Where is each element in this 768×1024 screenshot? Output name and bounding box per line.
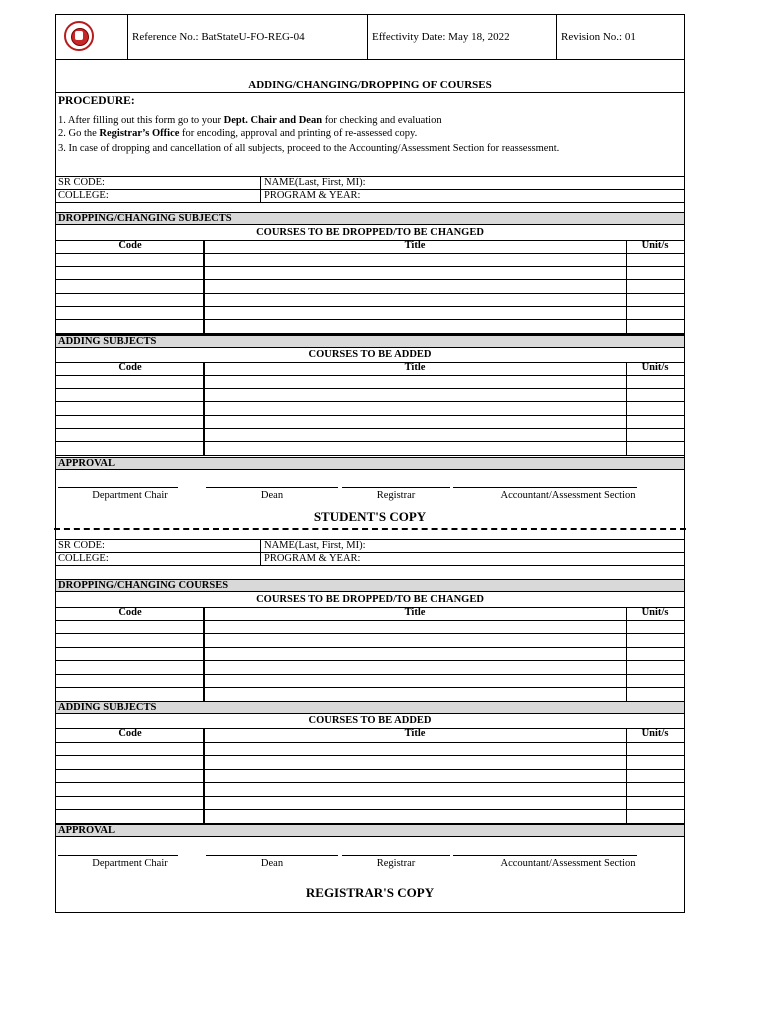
sr-code-field[interactable]: SR CODE: bbox=[58, 177, 105, 188]
column-units: Unit/s bbox=[641, 240, 669, 251]
reference-number: Reference No.: BatStateU-FO-REG-04 bbox=[128, 15, 368, 59]
form-header bbox=[56, 15, 684, 60]
signature-dean: Dean bbox=[260, 490, 284, 501]
student-copy-label: STUDENT'S COPY bbox=[313, 509, 427, 524]
section-adding-subjects: ADDING SUBJECTS bbox=[56, 335, 684, 348]
cut-line bbox=[54, 528, 686, 530]
signature-dean: Dean bbox=[260, 858, 284, 869]
signature-department-chair: Department Chair bbox=[92, 858, 168, 869]
name-field[interactable]: NAME(Last, First, MI): bbox=[264, 540, 366, 551]
column-code: Code bbox=[118, 607, 142, 618]
form-title: ADDING/CHANGING/DROPPING OF COURSES bbox=[248, 79, 492, 91]
column-title: Title bbox=[404, 728, 426, 739]
revision-number: Revision No.: 01 bbox=[557, 15, 685, 59]
step-1-text: 1. After filling out this form go to your bbox=[58, 115, 224, 126]
step-1-bold: Dept. Chair and Dean bbox=[223, 115, 323, 126]
signature-accounting: Accountant/Assessment Section bbox=[500, 490, 636, 501]
section-adding-subjects: ADDING SUBJECTS bbox=[56, 701, 684, 714]
logo-cell bbox=[56, 15, 128, 59]
procedure-step-3: 3. In case of dropping and cancellation of all subjects, proceed to the Accounting/Assessment Section for reassessment. bbox=[58, 143, 560, 154]
enrollment-change-form bbox=[55, 14, 685, 913]
university-seal-icon bbox=[64, 21, 94, 51]
college-field[interactable]: COLLEGE: bbox=[58, 553, 109, 564]
signature-registrar: Registrar bbox=[376, 858, 416, 869]
column-title: Title bbox=[404, 362, 426, 373]
signature-registrar: Registrar bbox=[376, 490, 416, 501]
procedure-step-2 bbox=[58, 128, 417, 139]
column-code: Code bbox=[118, 728, 142, 739]
column-code: Code bbox=[118, 362, 142, 373]
column-units: Unit/s bbox=[641, 607, 669, 618]
subhead-to-add: COURSES TO BE ADDED bbox=[308, 349, 432, 360]
column-code: Code bbox=[118, 240, 142, 251]
registrar-copy-label: REGISTRAR'S COPY bbox=[305, 885, 435, 900]
section-approval: APPROVAL bbox=[56, 824, 684, 837]
step-1-text-end: for checking and evaluation bbox=[322, 115, 442, 126]
signature-accounting: Accountant/Assessment Section bbox=[500, 858, 636, 869]
column-title: Title bbox=[404, 240, 426, 251]
step-2-text: 2. Go the bbox=[58, 128, 100, 139]
step-2-bold: Registrar’s Office bbox=[99, 128, 180, 139]
section-dropping-subjects: DROPPING/CHANGING SUBJECTS bbox=[56, 212, 684, 225]
effectivity-date: Effectivity Date: May 18, 2022 bbox=[368, 15, 557, 59]
subhead-to-drop: COURSES TO BE DROPPED/TO BE CHANGED bbox=[256, 594, 484, 605]
step-2-text-end: for encoding, approval and printing of re-assessed copy. bbox=[179, 128, 418, 139]
column-title: Title bbox=[404, 607, 426, 618]
section-dropping-courses: DROPPING/CHANGING COURSES bbox=[56, 579, 684, 592]
column-units: Unit/s bbox=[641, 728, 669, 739]
subhead-to-add: COURSES TO BE ADDED bbox=[308, 715, 432, 726]
subhead-to-drop: COURSES TO BE DROPPED/TO BE CHANGED bbox=[256, 227, 484, 238]
signature-department-chair: Department Chair bbox=[92, 490, 168, 501]
section-approval: APPROVAL bbox=[56, 457, 684, 470]
college-field[interactable]: COLLEGE: bbox=[58, 190, 109, 201]
column-units: Unit/s bbox=[641, 362, 669, 373]
procedure-heading: PROCEDURE: bbox=[58, 95, 135, 107]
name-field[interactable]: NAME(Last, First, MI): bbox=[264, 177, 366, 188]
procedure-step-1 bbox=[58, 115, 442, 126]
program-year-field[interactable]: PROGRAM & YEAR: bbox=[264, 190, 361, 201]
program-year-field[interactable]: PROGRAM & YEAR: bbox=[264, 553, 361, 564]
sr-code-field[interactable]: SR CODE: bbox=[58, 540, 105, 551]
